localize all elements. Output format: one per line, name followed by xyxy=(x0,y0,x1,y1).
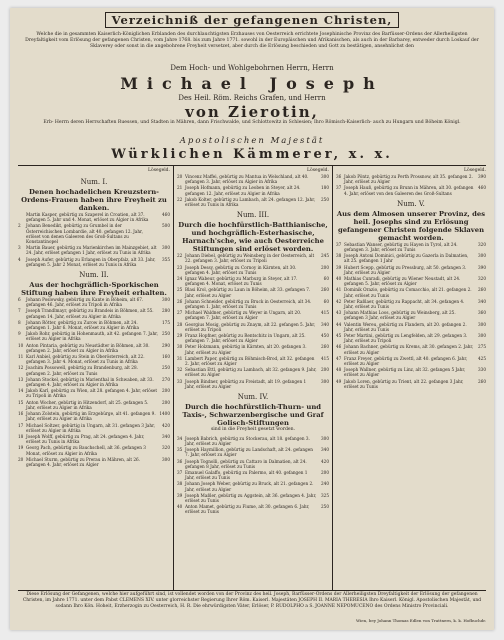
entry-number: 35 xyxy=(177,447,183,453)
entry-text: Joseph Wallner, gebürtig zu Linz, alt 32. gefangen 5 Jahr, erlöset zu Algier xyxy=(344,367,466,378)
dedication-line-2: Des Heil. Röm. Reichs Grafen, und Herrn xyxy=(178,94,326,102)
list-item xyxy=(336,322,486,332)
entry-text: Joseph Tognolli, gebürtig zu Cattaro in Dalmatien, alt 24. gefangen 8 Jahr, erlöset zu Tunis xyxy=(185,458,307,469)
list-item xyxy=(18,411,170,421)
entry-text: Joseph Babrich, gebürtig zu Stockerau, alt 18. gefangen 3. Jahr, erlöset zu Algier xyxy=(185,435,310,446)
list-column-1 xyxy=(18,168,170,588)
entry-number: 12 xyxy=(18,365,24,371)
entry-text: Anton Pintaria, gebürtig zu Neustädter in Böhmen, alt 30. gefangen 2. Jahr, erlöset zu Algier in Afrika xyxy=(26,342,150,353)
list-item xyxy=(177,470,329,480)
entry-ransom: 290 xyxy=(162,342,170,348)
entry-ransom: 200 xyxy=(321,367,329,373)
entry-text: Lambert Paper, gebürtig zu Böhmisch-Brod, alt 32. gefangen 2. Jahr, erlöset zu Algier xyxy=(185,355,315,367)
entry-text: Anton Mamet, gebürtig zu Fiume, alt 30. gefangen 6. Jahr, erlöset zu Tunis xyxy=(185,504,310,515)
list-item xyxy=(177,504,329,514)
entry-number: 7 xyxy=(18,308,21,314)
list-item xyxy=(18,377,170,387)
list-item xyxy=(336,356,486,366)
entry-text: Martin Bauer, gebürtig zu Marienkirchen im Mainzgebiet, alt 24. Jahr, erlöset gefangen 1 Jahr, erlöset zu Tunis in Afrika xyxy=(26,245,157,256)
entry-number: 36 xyxy=(336,174,342,179)
list-item xyxy=(18,457,170,467)
entry-ransom: 415 xyxy=(321,310,329,316)
entry-text: Joseph Hauß, gebürtig zu Brunn in Mähren, alt 30. gefangen 4. Jahr, erlöset von den Galeeren des Groß-Sultans xyxy=(344,185,474,196)
entry-ransom: 320 xyxy=(162,445,170,451)
entry-text: Joseph Bindner, gebürtig zu Freistadt, alt 19. gefangen 1 Jahr, erlöset zu Algier xyxy=(185,378,307,389)
entry-ransom: 260 xyxy=(478,378,486,384)
ransom-header: Lösegeld. xyxy=(464,168,486,173)
entry-text: Johann Bachner, gebürtig zu Krems, alt 30. gefangen 2. Jahr, erlöset zu Algier xyxy=(344,344,474,355)
section-title: Aus dem Almosen unserer Provinz, des heil. Josephs sind zu Erlösung gefangener Christen folgende Sklaven gemacht worden. xyxy=(336,209,486,242)
list-item xyxy=(177,287,329,297)
entry-number: 2 xyxy=(18,223,21,229)
entry-ransom: 450 xyxy=(321,333,329,339)
entry-text: Joseph Hofmann, gebürtig zu Leoben in Steyer, alt 24. gefangen 12. Jahr, erlöset zu Algier in Afrika xyxy=(185,185,301,196)
entry-text: Sebastian Wanser, gebürtig zu Hayen in Tyrol, alt 24. gefangen 3. Jahr, erlöset zu Tunis xyxy=(344,241,458,253)
entry-number: 37 xyxy=(336,241,342,247)
entry-number: 20 xyxy=(177,174,183,179)
list-item xyxy=(177,197,329,207)
entry-ransom: 60 xyxy=(323,298,329,304)
entry-number: 37 xyxy=(336,185,342,191)
entry-number: 44 xyxy=(336,321,342,327)
entry-ransom: 340 xyxy=(162,433,170,439)
entry-text: Joseph Dessy, gebürtig zu Cornoy in Kärnten, alt 30. gefangen 4. Jahr, erlöset zu Tunis xyxy=(185,264,297,275)
entry-text: Anton Wocher, gebürtig in Hitzendorf, alt 25. gefangen 5. Jahr, erlöset zu Algier in Afrika xyxy=(26,399,149,410)
list-item xyxy=(18,423,170,433)
entry-ransom: 390 xyxy=(478,264,486,270)
entry-text: Joseph Haymillion, gebürtig zu Landschaft, alt 24. gefangen 7. Jahr, erlöset zu Algier xyxy=(185,447,313,458)
entry-ransom: 240 xyxy=(321,481,329,487)
entry-ransom: 420 xyxy=(321,458,329,464)
list-item xyxy=(177,367,329,377)
entry-ransom: 300 xyxy=(321,435,329,441)
entry-text: Johann Mathias Loos, gebürtig zu Weinsberg, alt 25. gefangen 3 Jahr, erlöset zu Algier xyxy=(344,310,456,321)
entry-text: Joseph Trandlmayr, gebürtig zu Brandeis in Böhmen, alt 55. gefangen 14. Jahr, erlöset zu Algier in Afrika xyxy=(26,308,154,319)
list-item xyxy=(18,331,170,341)
entry-number: 4 xyxy=(18,256,21,262)
entry-text: Joseph Antoni Dominici, gebürtig zu Gazerla in Dalmatien, alt 25. gefangen 1 Jahr xyxy=(344,253,469,264)
entry-ransom: 420 xyxy=(162,422,170,428)
entry-number: 30 xyxy=(177,344,183,350)
entry-ransom: 280 xyxy=(162,308,170,314)
entry-ransom: 275 xyxy=(478,344,486,350)
list-item xyxy=(177,481,329,491)
list-item xyxy=(18,257,170,267)
entry-ransom: 250 xyxy=(321,504,329,510)
entry-ransom: 300 xyxy=(478,321,486,327)
entry-number: 27 xyxy=(177,310,183,316)
entry-ransom: 300 xyxy=(162,245,170,251)
entry-ransom: 250 xyxy=(321,196,329,202)
entry-text: Emanuel Galaffo, gebürtig zu Palermo, alt 40. gefangen 1 Jahr, erlöset zu Tunis xyxy=(185,469,308,481)
entry-ransom: 300 xyxy=(321,378,329,384)
entry-text: Johann Rötter, gebürtig zu Zurow in Böhmen, alt 24. gefangen 1. Jahr 6. Monat, erlöset zu Algier in Afrika xyxy=(26,319,139,331)
list-item xyxy=(18,445,170,455)
entry-number: 37 xyxy=(177,469,183,475)
entry-ransom: 330 xyxy=(478,367,486,373)
entry-ransom: 260 xyxy=(478,287,486,293)
list-item xyxy=(18,212,170,222)
entry-ransom: 160 xyxy=(162,354,170,360)
entry-number: 33 xyxy=(177,378,183,384)
list-item xyxy=(336,174,486,184)
list-item xyxy=(18,354,170,364)
entry-text: Peter Martini, gebürtig zu Lengfelden, alt 29. gefangen 3. Jahr, erlöset zu Tripoli xyxy=(344,333,468,344)
list-item xyxy=(18,245,170,255)
entry-text: Georg Pach, gebürtig zu Bauchschell, alt 36. gefangen 3 Monat, erlöset zu Algier in Afrika xyxy=(26,445,146,456)
entry-number: 22 xyxy=(177,253,183,259)
top-rule xyxy=(18,165,486,166)
entry-ransom: 460 xyxy=(478,185,486,191)
entry-ransom: 175 xyxy=(162,319,170,325)
entry-number: 24 xyxy=(177,276,183,282)
entry-number: 23 xyxy=(177,264,183,270)
entry-text: Valentin Wereu, gebürtig zu Flandern, alt 20. gefangen 2. Jahr, erlöset zu Tunis xyxy=(344,321,467,332)
list-item xyxy=(336,265,486,275)
intro-text: Welche die in gesammten Kaiserlich-Königlichen Erblanden des durchlauchtigsten Erzhauses von Oesterreich errichtete Josephinische Provinz des Barfüsser-Ordens der Allerheiligsten Dreyfaltigkeit vom Erlösung der gefangenen Christen, vom Jahre 1768. bis zum Jahre 1771. sowohl in der Europäischen und Afrikanischen, als auch in der Barbarey, entweder durch Loskauf der Sklaverey oder sonst in die angebohrene Freyheit versetzet, aber durch die Erlösung beschieden und Gott zu bestätigen, ansehnlichst den xyxy=(25,32,479,49)
entry-ransom: 360 xyxy=(478,310,486,316)
column-divider xyxy=(332,166,333,590)
entry-number: 17 xyxy=(18,422,24,428)
list-item xyxy=(177,436,329,446)
section-number: Num. V. xyxy=(397,199,425,208)
entry-number: 48 xyxy=(336,367,342,373)
entry-ransom: 200 xyxy=(162,388,170,394)
entry-ransom: 200 xyxy=(162,399,170,405)
entry-number: 49 xyxy=(336,378,342,384)
entry-text: Martin Kasper, gebürtig zu Szaperel in Croatien, alt 37. gefangen 5. Jahr und 4. Monat, erlöset zu Algier in Afrika xyxy=(26,212,149,223)
entry-ransom: 355 xyxy=(162,256,170,262)
list-column-3 xyxy=(336,168,486,588)
entry-text: Michael Soltzer, gebürtig in Ungarn, alt 31. gefangen 3 Jahr, erlöset zu Algier in Afrika xyxy=(26,422,155,433)
list-item xyxy=(336,333,486,343)
section-title: Durch die hochfürstlich-Batthianische, und hochgräflich-Esterhasische, Harnach'sche, wie auch Oesterreiche Stiftungen sind erlöset worden. xyxy=(178,221,328,254)
entry-number: 15 xyxy=(18,399,24,405)
list-item xyxy=(177,310,329,320)
entry-number: 20 xyxy=(18,456,24,462)
entry-ransom: 340 xyxy=(321,321,329,327)
entry-number: 6 xyxy=(18,297,21,303)
entry-number: 40 xyxy=(177,504,183,510)
entry-ransom: 200 xyxy=(321,264,329,270)
list-item xyxy=(336,253,486,263)
entry-number: 8 xyxy=(18,319,21,325)
entry-text: Johann Stockel, gebürtig in Marienthal in Schwaben, alt 33. gefangen 4. Jahr, erlöset zu Algier in Afrika xyxy=(26,376,154,388)
entry-text: Peter Holzmann, gebürtig in Kärnten, alt 20. gefangen 3. Jahr, erlöset zu Algier xyxy=(185,344,307,355)
entry-text: Michael Sturm, gebürtig zu Prerau in Mähren, alt 26. gefangen 4. Jahr, erlöset zu Algier xyxy=(26,456,141,467)
list-item xyxy=(18,343,170,353)
entry-ransom: 1400 xyxy=(159,411,170,417)
entry-ransom: 325 xyxy=(321,492,329,498)
list-item xyxy=(18,365,170,375)
entry-text: Joseph Maßler, gebürtig zu Aggstein, alt 36. gefangen 4. Jahr, erlöset zu Tunis xyxy=(185,492,317,503)
entry-text: Jakob Rohr, gebürtig in Hohenmauth, alt 42. gefangen 7. Jahr, erlöset zu Algier in Afrika xyxy=(26,331,159,342)
entry-number: 14 xyxy=(18,388,24,394)
entry-text: Joseph Wolff, gebürtig zu Prag, alt 24. gefangen 4. Jahr, erlöset zu Tunis in Afrika xyxy=(26,433,145,445)
entry-number: 40 xyxy=(336,276,342,282)
patron-name: Michael Joseph xyxy=(120,74,384,93)
patron-family: von Zierotin, xyxy=(185,103,319,121)
entry-number: 3 xyxy=(18,245,21,251)
list-item xyxy=(177,322,329,332)
list-item xyxy=(336,185,486,195)
list-item xyxy=(177,265,329,275)
printer-line: Wien, bey Johann Thomas Edlen von Trattnern, k. k. Hofbuchdr. xyxy=(355,618,486,623)
entry-number: 34 xyxy=(177,435,183,441)
entry-ransom: 390 xyxy=(478,174,486,179)
entry-number: 19 xyxy=(18,445,24,451)
section-number: Num. IV. xyxy=(237,393,269,402)
entry-number: 28 xyxy=(177,321,183,327)
entry-number: 39 xyxy=(336,264,342,270)
list-item xyxy=(18,388,170,398)
list-item xyxy=(177,174,329,184)
section-title: Denen hochadelichen Kreuzstern-Ordens-Frauen haben ihre Freyheit zu danken. xyxy=(21,188,167,212)
entry-text: Hubert Scepp, gebürtig zu Pressburg, alt 50. gefangen 3. Jahr, erlöset zu Algier xyxy=(344,264,467,275)
entry-ransom: 500 xyxy=(162,223,170,229)
entry-text: Johann Schneider, gebürtig zu Bruck in Oesterreich, alt 34. gefangen 1. Jahr, erlöset zu Tunis xyxy=(185,298,312,310)
entry-text: Johann Zolstein, gebürtig im Erzgebürge, alt 41. gefangen 9. Jahr, erlöset zu Algier in Afrika xyxy=(26,411,156,422)
entry-number: 22 xyxy=(177,196,183,202)
entry-text: Vincenz Maffei, gebürtig zu Mantua in Welschland, alt 40. gefangen 3. Jahr, erlöset zu Algier in Afrika xyxy=(185,174,309,185)
entry-text: Dominik Orazio, gebürtig zu Comacchio, alt 21. gefangen 2. Jahr, erlöset zu Tunis xyxy=(344,287,472,298)
entry-text: Johann Benedikt, gebürtig zu Grumbel in der Österreichischen Lombardie, alt 40. gefangen 12. Jahr, erlöset von denen Galeeren des Groß-Sultans zu Konstantinopel xyxy=(26,223,143,245)
list-column-2 xyxy=(177,168,329,588)
list-item xyxy=(177,253,329,263)
entry-number: 42 xyxy=(336,298,342,304)
list-item xyxy=(336,310,486,320)
entry-ransom: 200 xyxy=(321,469,329,475)
list-item xyxy=(18,223,170,244)
list-item xyxy=(336,276,486,286)
office-line-2: Würklichen Kämmerer, x. x. xyxy=(111,147,393,162)
section-title: Aus der hochgräflich-Sporkischen Stiftung haben ihre Freyheit erhalten. xyxy=(21,281,167,298)
entry-ransom: 415 xyxy=(321,355,329,361)
entry-text: Blasi Krol, gebürtig zu Laun in Böheim, alt 33. gefangen 7. Jahr, erlöset zu Algier xyxy=(185,287,311,298)
entry-ransom: 340 xyxy=(478,298,486,304)
list-item xyxy=(177,344,329,354)
list-item xyxy=(336,344,486,354)
entry-text: Jakob Kolter, gebürtig zu Lambach, alt 24. gefangen 12. Jahr, erlöset zu Tunis in Afrika xyxy=(185,196,316,208)
list-item xyxy=(336,299,486,309)
list-item xyxy=(177,379,329,389)
dedication-line-1: Dem Hoch- und Wohlgebohrnen Herrn, Herrn xyxy=(170,64,334,72)
list-item xyxy=(336,287,486,297)
list-item xyxy=(177,493,329,503)
entry-ransom: 60 xyxy=(323,276,329,282)
entry-ransom: 340 xyxy=(321,447,329,453)
ransom-header: Lösegeld. xyxy=(307,168,329,173)
section-number: Num. I. xyxy=(80,178,108,186)
entry-ransom: 300 xyxy=(321,174,329,179)
entry-text: Ignaz Wabeur, gebürtig zu Marburg in Steyer, alt 17. gefangen 4. Monat, erlöset zu Tunis xyxy=(185,276,298,287)
entry-ransom: 260 xyxy=(321,287,329,293)
list-item xyxy=(18,297,170,307)
entry-number: 36 xyxy=(177,458,183,464)
section-subtitle: sind in die Freyheit gesetzt worden. xyxy=(210,427,296,433)
entry-number: 46 xyxy=(336,344,342,350)
entry-ransom: 260 xyxy=(321,344,329,350)
entry-text: Michael Waldner, gebürtig zu Weyer in Ungarn, alt 20. gefangen 7. Jahr, erlöset zu Algier xyxy=(185,310,302,321)
entry-text: Franz Freyer, gebürtig zu Zwettl, alt 40. gefangen 6. Jahr, erlöset zu Algier xyxy=(344,355,468,367)
list-item xyxy=(177,276,329,286)
entry-number: 10 xyxy=(18,342,24,348)
entry-number: 38 xyxy=(177,481,183,487)
list-item xyxy=(336,367,486,377)
entry-number: 21 xyxy=(177,185,183,191)
patron-titles: Erb- Herrn deren Herrschaften Ruessen, und Stadten in Mähren, dann Frischwalde, und Schlottowitz in Schlesien; Ihro Römisch-Kaiserlich- auch zu Hungarn und Böheim Königl. xyxy=(43,120,461,125)
document-title: Verzeichniß der gefangenen Christen, xyxy=(10,13,494,27)
entry-ransom: 300 xyxy=(478,253,486,259)
entry-text: Jakob Loren, gebürtig zu Trient, alt 22. gefangen 3 Jahr, erlöset zu Tunis xyxy=(344,378,464,389)
entry-ransom: 250 xyxy=(162,365,170,371)
entry-ransom: 300 xyxy=(478,333,486,339)
entry-text: Sebastian Ettl, gebürtig zu Lambach, alt 32. gefangen 9. Jahr, erlöset zu Algier xyxy=(185,367,317,378)
ransom-header: Lösegeld. xyxy=(148,168,170,173)
entry-ransom: 320 xyxy=(478,241,486,247)
entry-number: 29 xyxy=(177,333,183,339)
bottom-rule xyxy=(18,590,486,591)
list-item xyxy=(177,459,329,469)
entry-number: 45 xyxy=(336,333,342,339)
entry-text: Joachim Possowell, gebürtig zu Brandenburg, alt 28. gefangen 2. Jahr, erlöset zu Tunis xyxy=(26,365,138,376)
entry-number: 41 xyxy=(336,287,342,293)
entry-text: Mathias Cunradi, gebürtig zu Wiener Neustadt, alt 24. gefangen 5. Jahr, erlöset zu Algier xyxy=(344,276,461,287)
entry-text: Johann Diebel, gebürtig zu Weinsberg in der Oesterreich, alt 22. gefangen 3. Jahr, erlöset zu Tripoli xyxy=(185,253,315,264)
section-number: Num. III. xyxy=(236,211,270,220)
list-item xyxy=(177,299,329,309)
column-divider xyxy=(173,166,174,590)
entry-number: 11 xyxy=(18,354,24,360)
entry-ransom: 245 xyxy=(321,253,329,259)
entry-number: 18 xyxy=(18,433,24,439)
entry-number xyxy=(18,212,26,222)
entry-number: 31 xyxy=(177,355,183,361)
entry-text: Joseph Aufer, gebürtig zu Erlangen in Oberpfalz, alt 33. Jahr, gefangen 5. Jahr 2 Monat, erlöset zu Tunis in Afrika xyxy=(26,256,156,267)
list-item xyxy=(336,379,486,389)
list-item xyxy=(18,400,170,410)
section-title: Durch die hochfürstlich-Thurn- und Taxis-, Schwarzenbergische und Graf Golisch-Stiftungen xyxy=(182,403,324,428)
entry-ransom: 270 xyxy=(162,376,170,382)
document-sheet xyxy=(10,8,494,630)
list-item xyxy=(336,242,486,252)
entry-ransom: 460 xyxy=(162,212,170,217)
entry-number: 9 xyxy=(18,331,21,337)
entry-text: Karl Anbiel, gebürtig zu Stein in Oberösterreich, alt 22. gefangen 3. Jahr 4. Monat, erlöset zu Tunis in Afrika xyxy=(26,354,145,365)
list-item xyxy=(18,320,170,330)
entry-number: 16 xyxy=(18,411,24,417)
entry-ransom: 425 xyxy=(478,355,486,361)
entry-number: 13 xyxy=(18,376,24,382)
entry-text: Jakob Pöntz, gebürtig zu Perth Prossnow, alt 35. gefangen 2. Jahr, erlöset zu Algier xyxy=(344,174,473,185)
entry-text: Johann Poslowsky, gebürtig zu Kante in Böheim, alt 67. gefangen 46. Jahr, erlöset zu Tripoli in Afrika xyxy=(26,297,144,308)
entry-text: Franz Hopfner, gebürtig zu Rentschitz in Ungarn, alt 25. gefangen 7. Jahr, erlöset zu Algier xyxy=(185,333,306,344)
section-number: Num. II. xyxy=(79,271,109,280)
entry-number: 43 xyxy=(336,310,342,316)
entry-number: 38 xyxy=(336,253,342,259)
list-item xyxy=(18,434,170,444)
entry-number: 47 xyxy=(336,355,342,361)
list-item xyxy=(177,356,329,366)
list-item xyxy=(177,333,329,343)
entry-text: Jakob Karl, gebürtig zu Wien, alt 28. gefangen 4. Jahr, erlöset zu Tripoli in Afrika xyxy=(26,388,158,399)
entry-text: Georgius Mosig, gebürtig zu Znaym, alt 22. gefangen 5. Jahr, erlöset zu Tripoli xyxy=(185,321,316,332)
entry-ransom: 320 xyxy=(478,276,486,282)
entry-text: Johann Joseph Weber, gebürtig zu Bruck, alt 21. gefangen 2. Jahr, erlöset zu Algier xyxy=(185,481,314,492)
office-line-1: Apostolischen Majestät xyxy=(179,136,325,146)
list-item xyxy=(18,308,170,318)
list-item xyxy=(177,185,329,195)
entry-number: 39 xyxy=(177,492,183,498)
list-item xyxy=(177,447,329,457)
entry-ransom: 300 xyxy=(162,297,170,303)
entry-ransom: 250 xyxy=(162,331,170,337)
entry-number: 32 xyxy=(177,367,183,373)
entry-ransom: 180 xyxy=(321,185,329,191)
entry-ransom: 300 xyxy=(162,456,170,462)
footer-text: Diese Erlösung der Gefangenen, welche hier aufgeführt sind, ist vollendet worden von der Provinz des heil. Joseph, Barfüsser-Ordens der Allerheiligsten Dreyfaltigkeit der Erlösung der gefangenen Christen, im Jahre 1771. unter dem Pabst CLEMENS XIV. unter glorreichster Regierung Ihrer Röm. Kaiserl. Majestäten JOSEPH II. MARIA THERESIA Ihro Kaiserl. Königl. Apostolischen Majestät, und sodann Ihro Kön. Hoheit, Erzherzogin zu Oesterreich, H. R. Die ehrwürdigsten Väter, Erlöser, P. RUDOLPHO a S. JOANNE NEPOMUCENO des Ordens Ministro Provinciali. xyxy=(22,592,482,609)
entry-number: 26 xyxy=(177,298,183,304)
entry-number: 25 xyxy=(177,287,183,293)
entry-text: Peter Raßlaer, gebürtig zu Rappacht, alt 34. gefangen 4. Jahr, erlöset zu Tunis xyxy=(344,298,465,310)
